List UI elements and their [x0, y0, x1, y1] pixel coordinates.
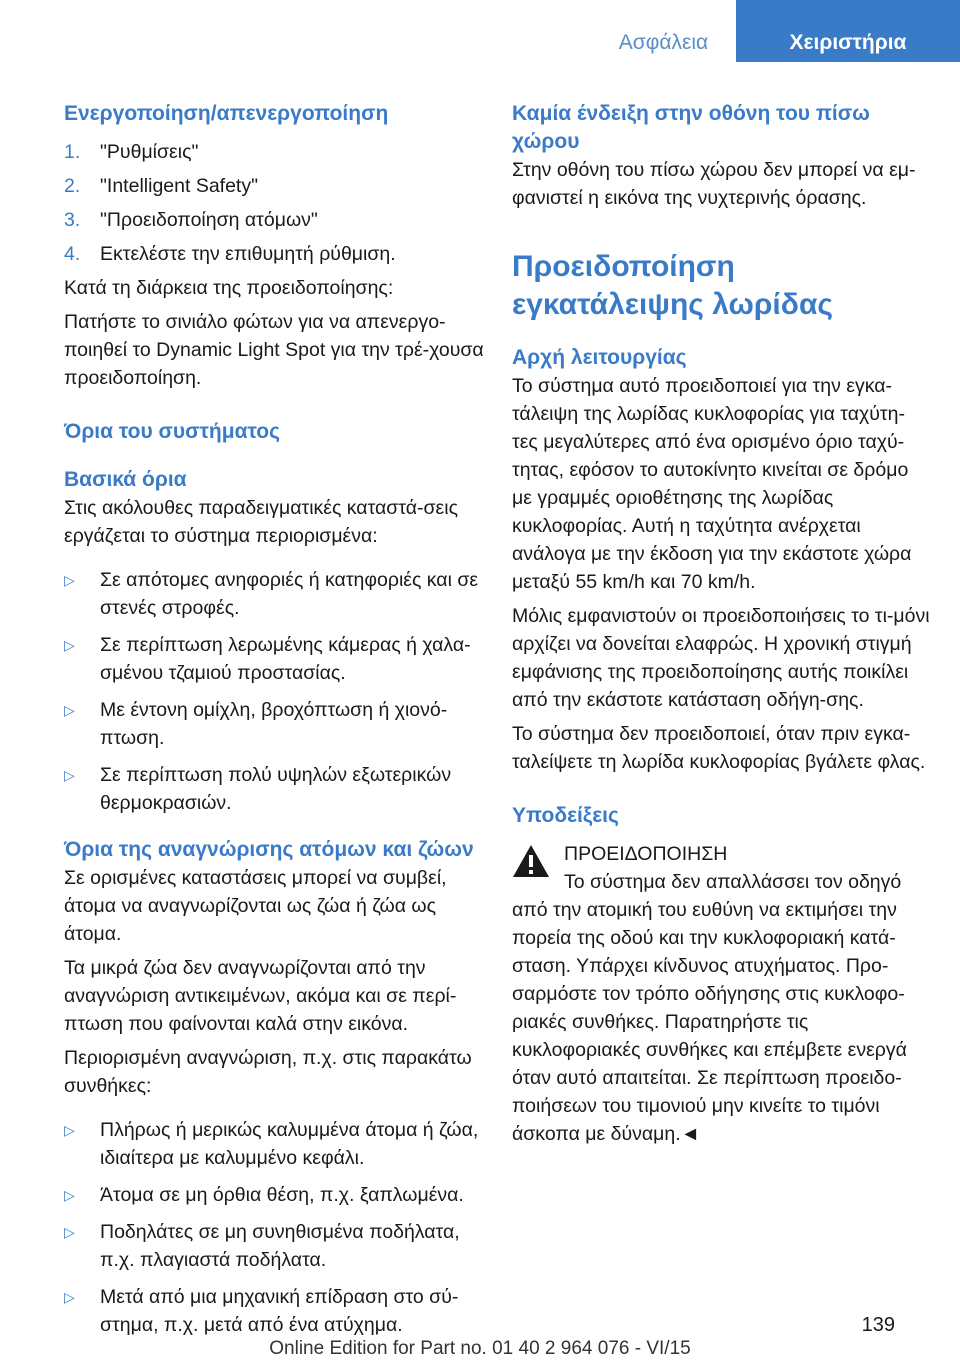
step-number: 2.: [64, 175, 81, 197]
list-item: [64, 1218, 484, 1274]
step-item: [64, 138, 484, 166]
list-item-text: Άτομα σε μη όρθια θέση, π.χ. ξαπλωμένα.: [100, 1184, 464, 1206]
step-text: Εκτελέστε την επιθυμητή ρύθμιση.: [100, 243, 396, 265]
step-text: "Ρυθμίσεις": [100, 141, 199, 163]
warning-box: [512, 840, 930, 1148]
recognition-paragraph-2: Τα μικρά ζώα δεν αναγνωρίζονται από την αναγνώριση αντικειμένων, ακόμα και σε περί-πτωση που φαίνονται καλά στην εικόνα.: [64, 957, 457, 1035]
principle-heading: Αρχή λειτουργίας: [512, 346, 687, 369]
list-item-text: Σε περίπτωση πολύ υψηλών εξωτερικών θερμοκρασιών.: [100, 764, 452, 814]
right-column: [512, 100, 930, 1148]
list-item: [64, 566, 484, 622]
list-item: [64, 631, 484, 687]
warning-lead-text: Το σύστημα δεν απαλλάσσει τον οδηγό: [564, 871, 902, 893]
list-item-text: Ποδηλάτες σε μη συνηθισμένα ποδήλατα, π.χ. πλαγιαστά ποδήλατα.: [100, 1221, 460, 1271]
list-item-text: Με έντονη ομίχλη, βροχόπτωση ή χιονό-πτωση.: [100, 699, 448, 749]
warning-label: ΠΡΟΕΙΔΟΠΟΙΗΣΗ: [564, 843, 728, 865]
bullet-triangle-icon: ▷: [64, 1122, 75, 1138]
basic-limits-intro: Στις ακόλουθες παραδειγματικές καταστά-σεις εργάζεται το σύστημα περιορισμένα:: [64, 497, 458, 547]
principle-paragraph-1: Το σύστημα αυτό προειδοποιεί για την εγκα-τάλειψη της λωρίδας κυκλοφορίας για ταχύτη-τες μεγαλύτερες από ένα ορισμένο όριο ταχύ-τητας, εφόσον το αυτοκίνητο κινείται σε δρόμο με γραμμές οριοθέτησης της λωρίδας κυκλοφορίας. Αυτή η ταχύτητα ανέρχεται ανάλογα με την έκδοση για την εκάστοτε χώρα μεταξύ 55 km/h και 70 km/h.: [512, 375, 912, 593]
list-item: [64, 761, 484, 817]
recognition-limits-list: [64, 1116, 484, 1339]
warning-triangle-icon: [512, 844, 550, 878]
list-item-text: Μετά από μια μηχανική επίδραση στο σύ-στημα, π.χ. μετά από ένα ατύχημα.: [100, 1286, 459, 1336]
list-item: [64, 696, 484, 752]
list-item: [64, 1283, 484, 1339]
no-display-text: Στην οθόνη του πίσω χώρου δεν μπορεί να εμ-φανιστεί η εικόνα της νυχτερινής όρασης.: [512, 159, 916, 209]
list-item-text: Πλήρως ή μερικώς καλυμμένα άτομα ή ζώα, ιδιαίτερα με καλυμμένο κεφάλι.: [100, 1119, 479, 1169]
step-text: "Προειδοποίηση ατόμων": [100, 209, 318, 231]
bullet-triangle-icon: ▷: [64, 1224, 75, 1240]
principle-paragraph-3: Το σύστημα δεν προειδοποιεί, όταν πριν εγκα-ταλείψετε τη λωρίδα κυκλοφορίας βγάλετε φλας.: [512, 723, 926, 773]
system-limits-heading: Όρια του συστήματος: [64, 420, 281, 443]
bullet-triangle-icon: ▷: [64, 702, 75, 718]
step-item: [64, 172, 484, 200]
steps-list: [64, 138, 484, 268]
bullet-triangle-icon: ▷: [64, 1289, 75, 1305]
recognition-paragraph-3: Περιορισμένη αναγνώριση, π.χ. στις παρακάτω συνθήκες:: [64, 1047, 472, 1097]
page-header: [0, 0, 960, 62]
bullet-triangle-icon: ▷: [64, 767, 75, 783]
header-chapter-tab: Χειριστήρια: [736, 0, 960, 62]
press-signal-text: Πατήστε το σινιάλο φώτων για να απενεργο-ποιηθεί το Dynamic Light Spot για την τρέ-χουσα προειδοποίηση.: [64, 311, 484, 389]
step-number: 1.: [64, 141, 81, 163]
during-warning-text: Κατά τη διάρκεια της προειδοποίησης:: [64, 277, 394, 299]
hints-heading: Υποδείξεις: [512, 804, 619, 827]
bullet-triangle-icon: ▷: [64, 1187, 75, 1203]
page-number: 139: [861, 1314, 895, 1336]
header-section-label: Ασφάλεια: [618, 31, 709, 54]
step-text: "Intelligent Safety": [100, 175, 259, 197]
list-item: [64, 1181, 484, 1209]
lane-departure-heading: Προειδοποίηση εγκατάλειψης λωρίδας: [512, 250, 834, 321]
recognition-limits-heading: Όρια της αναγνώρισης ατόμων και ζώων: [64, 838, 474, 861]
bullet-triangle-icon: ▷: [64, 572, 75, 588]
basic-limits-heading: Βασικά όρια: [64, 468, 187, 491]
left-column: [64, 100, 484, 1348]
warning-body-text: από την ατομική του ευθύνη να εκτιμήσει την πορεία της οδού και την κυκλοφοριακή κατά-σταση. Υπάρχει κίνδυνος ατυχήματος. Προ-σαρμόστε τον τρόπο οδήγησης στις κυκλοφο-ριακές συνθήκες. Παρατηρήστε τις κυκλοφοριακές συνθήκες και επέμβετε ενεργά όταν αυτό απαιτείται. Σε περίπτωση προειδο-ποιήσεων του τιμονιού μην κινείτε το τιμόνι άσκοπα με δύναμη.◄: [512, 899, 907, 1145]
list-item-text: Σε απότομες ανηφοριές ή κατηφοριές και σε στενές στροφές.: [100, 569, 479, 619]
no-display-heading: Καμία ένδειξη στην οθόνη του πίσω χώρου: [512, 102, 870, 153]
recognition-paragraph-1: Σε ορισμένες καταστάσεις μπορεί να συμβεί, άτομα να αναγνωρίζονται ως ζώα ή ζώα ως άτομα.: [64, 867, 447, 945]
list-item-text: Σε περίπτωση λερωμένης κάμερας ή χαλα-σμένου τζαμιού προστασίας.: [100, 634, 471, 684]
basic-limits-list: [64, 566, 484, 817]
activation-heading: Ενεργοποίηση/απενεργοποίηση: [64, 102, 389, 125]
step-number: 4.: [64, 243, 81, 265]
bullet-triangle-icon: ▷: [64, 637, 75, 653]
principle-paragraph-2: Μόλις εμφανιστούν οι προειδοποιήσεις το τι-μόνι αρχίζει να δονείται ελαφρώς. Η χρονική στιγμή εμφάνισης της προειδοποίησης αυτής ποικίλει από την εκάστοτε κατάσταση οδήγη-σης.: [512, 605, 930, 711]
edition-footer: Online Edition for Part no. 01 40 2 964 076 - VI/15: [269, 1338, 691, 1359]
step-item: [64, 240, 484, 268]
step-number: 3.: [64, 209, 81, 231]
list-item: [64, 1116, 484, 1172]
step-item: [64, 206, 484, 234]
